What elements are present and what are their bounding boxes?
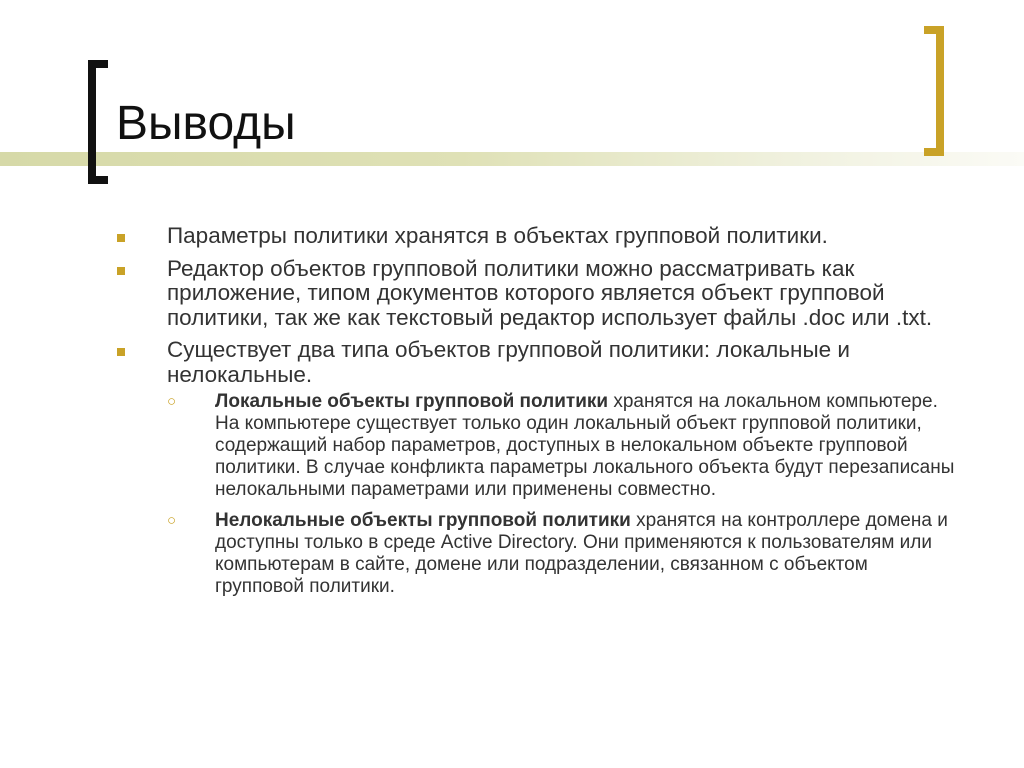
bullet-item xyxy=(112,338,962,387)
subbullet-item xyxy=(112,391,962,501)
bullet-text: Редактор объектов групповой политики можно рассматривать как приложение, типом документов которого является объект групповой политики, так же как текстовый редактор использует файлы .doc или .txt. xyxy=(167,255,933,330)
bullet-item xyxy=(112,224,962,249)
circle-bullet-icon: ○ xyxy=(167,512,177,529)
square-bullet-icon xyxy=(117,234,125,242)
bullet-text: Параметры политики хранятся в объектах групповой политики. xyxy=(167,223,828,248)
circle-bullet-icon: ○ xyxy=(167,393,177,410)
left-bracket-decoration xyxy=(88,60,108,184)
subbullet-term: Нелокальные объекты групповой политики xyxy=(215,510,631,531)
slide-content xyxy=(112,224,962,607)
title-band xyxy=(0,152,1024,166)
subbullet-text: хранятся на локальном компьютере. На компьютере существует только один локальный объект групповой политики, содержащий набор параметров, доступных в нелокальном объекте групповой политики. В случае конфликта параметры локального объекта будут перезаписаны нелокальными параметрами или применены совместно. xyxy=(215,391,955,500)
subbullet-text: хранятся на контроллере домена и доступны только в среде Active Directory. Они применяются к пользователям или компьютерам в сайте, домене или подразделении, связанном с объектом групповой политики. xyxy=(215,510,948,597)
square-bullet-icon xyxy=(117,348,125,356)
bullet-item xyxy=(112,257,962,331)
bullet-text: Существует два типа объектов групповой политики: локальные и нелокальные. xyxy=(167,337,850,387)
subbullet-item xyxy=(112,510,962,598)
right-bracket-decoration xyxy=(924,26,944,156)
subbullet-term: Локальные объекты групповой политики xyxy=(215,391,609,412)
square-bullet-icon xyxy=(117,267,125,275)
slide-title: Выводы xyxy=(116,97,296,150)
